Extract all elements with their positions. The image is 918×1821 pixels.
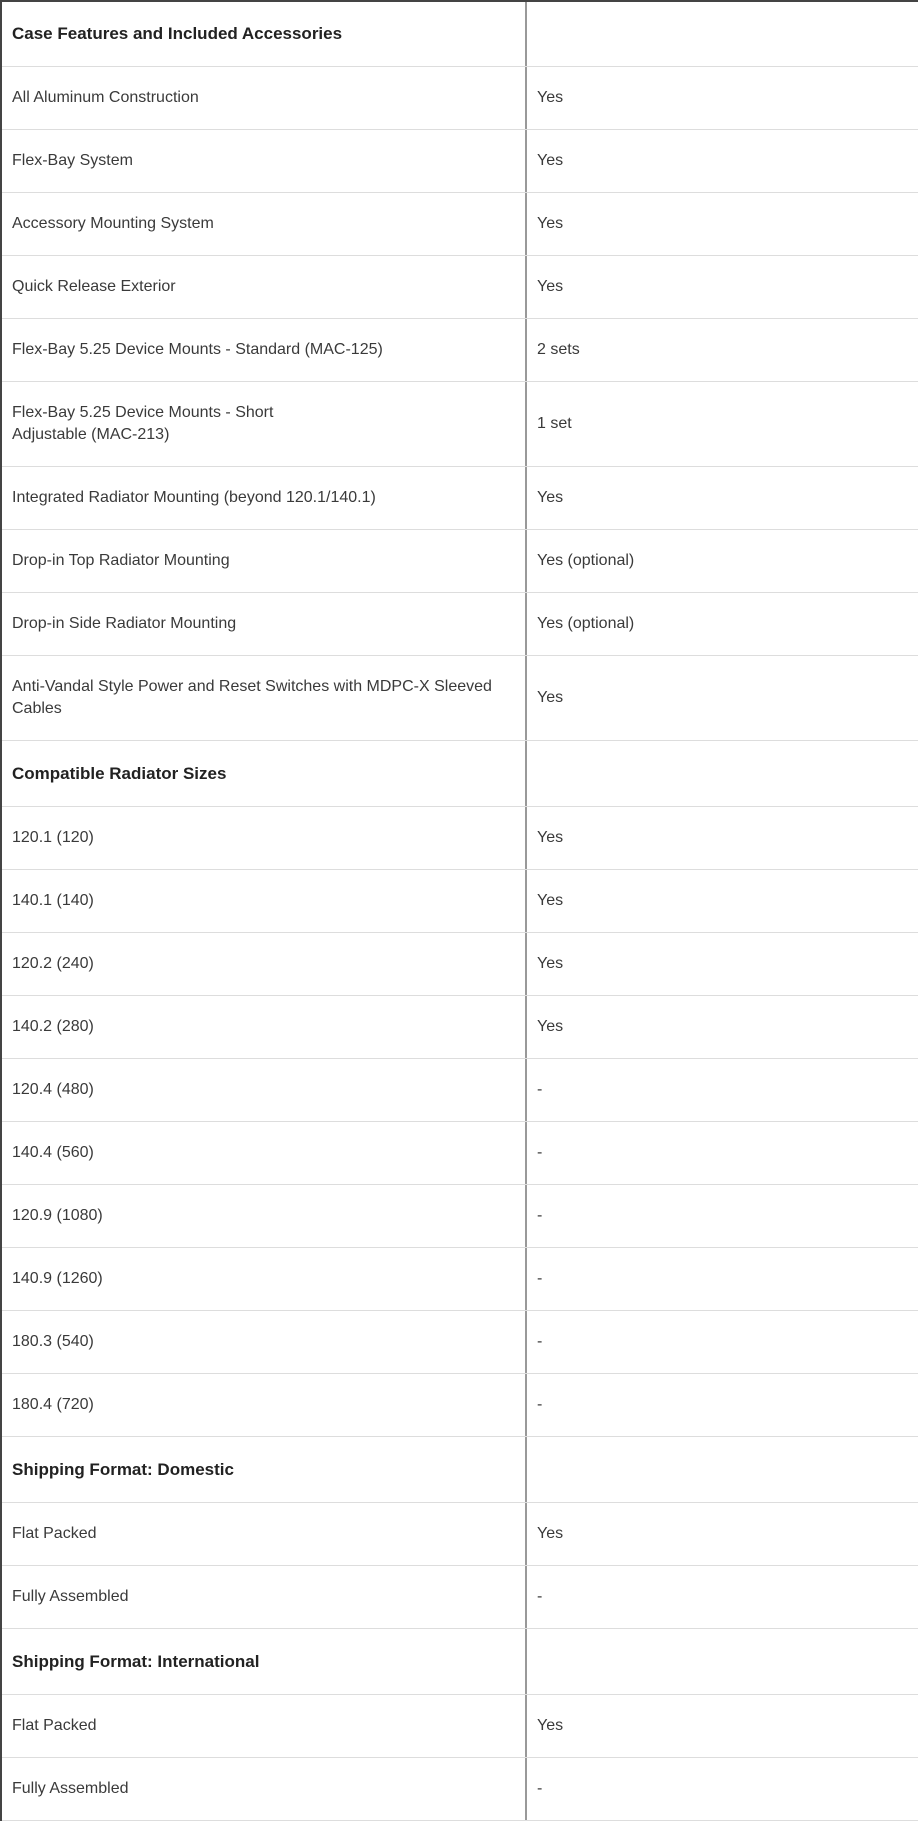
feature-value: Yes bbox=[537, 215, 564, 232]
label-text: Fully Assembled bbox=[12, 1588, 129, 1605]
label-text: Integrated Radiator Mounting (beyond 120.1/140.1) bbox=[12, 489, 376, 506]
feature-value: 1 set bbox=[537, 415, 572, 432]
label-text: All Aluminum Construction bbox=[12, 89, 199, 106]
label-text: 140.2 (280) bbox=[12, 1018, 94, 1035]
feature-value: - bbox=[537, 1144, 543, 1161]
feature-label bbox=[2, 870, 527, 932]
feature-value: - bbox=[537, 1588, 543, 1605]
feature-label bbox=[2, 656, 527, 740]
table-row bbox=[2, 256, 918, 319]
feature-label bbox=[2, 1185, 527, 1247]
table-row bbox=[2, 67, 918, 130]
feature-value: Yes bbox=[537, 689, 564, 706]
feature-value: Yes bbox=[537, 955, 564, 972]
feature-label bbox=[2, 530, 527, 592]
section-title bbox=[2, 741, 527, 806]
label-text: Anti-Vandal Style Power and Reset Switches with MDPC-X Sleeved Cables bbox=[12, 678, 492, 717]
table-row bbox=[2, 870, 918, 933]
section-header-row bbox=[2, 2, 918, 67]
feature-value: Yes bbox=[537, 892, 564, 909]
table-row bbox=[2, 1374, 918, 1437]
feature-value: Yes (optional) bbox=[537, 615, 635, 632]
label-text: Flex-Bay System bbox=[12, 152, 133, 169]
table-row bbox=[2, 996, 918, 1059]
label-text: Drop-in Side Radiator Mounting bbox=[12, 615, 237, 632]
feature-label bbox=[2, 996, 527, 1058]
section-header-row bbox=[2, 1629, 918, 1695]
label-text: Flex-Bay 5.25 Device Mounts - Short Adjustable (MAC-213) bbox=[12, 404, 274, 443]
feature-value: - bbox=[537, 1780, 543, 1797]
label-text: 180.4 (720) bbox=[12, 1396, 94, 1413]
feature-value bbox=[527, 1437, 918, 1502]
feature-value bbox=[527, 741, 918, 806]
feature-label bbox=[2, 1566, 527, 1628]
feature-label bbox=[2, 1248, 527, 1310]
feature-value: Yes bbox=[537, 1717, 564, 1734]
label-text: Shipping Format: International bbox=[12, 1651, 260, 1671]
label-text: 120.9 (1080) bbox=[12, 1207, 103, 1224]
table-row bbox=[2, 467, 918, 530]
feature-value: - bbox=[537, 1081, 543, 1098]
feature-value bbox=[527, 1629, 918, 1694]
feature-label bbox=[2, 382, 527, 466]
feature-value: - bbox=[537, 1207, 543, 1224]
feature-value: Yes bbox=[537, 489, 564, 506]
feature-label bbox=[2, 1374, 527, 1436]
feature-value: Yes (optional) bbox=[537, 552, 635, 569]
section-title bbox=[2, 2, 527, 66]
feature-value: Yes bbox=[537, 152, 564, 169]
feature-label bbox=[2, 1122, 527, 1184]
table-row bbox=[2, 1248, 918, 1311]
label-text: Shipping Format: Domestic bbox=[12, 1459, 234, 1479]
label-text: 120.2 (240) bbox=[12, 955, 94, 972]
label-text: 120.4 (480) bbox=[12, 1081, 94, 1098]
label-text: Flat Packed bbox=[12, 1525, 97, 1542]
table-row bbox=[2, 1503, 918, 1566]
feature-value: Yes bbox=[537, 278, 564, 295]
table-row bbox=[2, 1185, 918, 1248]
feature-value: - bbox=[537, 1270, 543, 1287]
table-row bbox=[2, 130, 918, 193]
label-text: Case Features and Included Accessories bbox=[12, 24, 343, 43]
feature-label bbox=[2, 130, 527, 192]
label-text: Quick Release Exterior bbox=[12, 278, 176, 295]
table-row bbox=[2, 593, 918, 656]
section-title bbox=[2, 1629, 527, 1694]
table-row bbox=[2, 1695, 918, 1758]
section-title bbox=[2, 1437, 527, 1502]
feature-label bbox=[2, 467, 527, 529]
table-row bbox=[2, 319, 918, 382]
feature-label bbox=[2, 933, 527, 995]
feature-label bbox=[2, 319, 527, 381]
label-text: Drop-in Top Radiator Mounting bbox=[12, 552, 230, 569]
feature-label bbox=[2, 807, 527, 869]
label-text: Flex-Bay 5.25 Device Mounts - Standard (MAC-125) bbox=[12, 341, 383, 358]
label-text: Compatible Radiator Sizes bbox=[12, 763, 227, 783]
feature-label bbox=[2, 256, 527, 318]
table-row bbox=[2, 193, 918, 256]
label-text: Fully Assembled bbox=[12, 1780, 129, 1797]
feature-label bbox=[2, 193, 527, 255]
label-text: Flat Packed bbox=[12, 1717, 97, 1734]
table-row bbox=[2, 1758, 918, 1821]
label-text: 120.1 (120) bbox=[12, 829, 94, 846]
table-row bbox=[2, 1566, 918, 1629]
table-row bbox=[2, 656, 918, 741]
table-row bbox=[2, 1311, 918, 1374]
feature-value: Yes bbox=[537, 89, 564, 106]
feature-value: Yes bbox=[537, 1525, 564, 1542]
feature-value: Yes bbox=[537, 1018, 564, 1035]
label-text: 140.1 (140) bbox=[12, 892, 94, 909]
feature-label bbox=[2, 1758, 527, 1820]
label-text: 140.4 (560) bbox=[12, 1144, 94, 1161]
feature-value bbox=[527, 2, 918, 66]
feature-label bbox=[2, 1503, 527, 1565]
table-row bbox=[2, 807, 918, 870]
feature-value: - bbox=[537, 1396, 543, 1413]
section-header-row bbox=[2, 741, 918, 807]
table-row bbox=[2, 530, 918, 593]
section-header-row bbox=[2, 1437, 918, 1503]
label-text: Accessory Mounting System bbox=[12, 215, 214, 232]
feature-label bbox=[2, 1059, 527, 1121]
label-text: 140.9 (1260) bbox=[12, 1270, 103, 1287]
feature-label bbox=[2, 67, 527, 129]
feature-label bbox=[2, 1311, 527, 1373]
feature-value: Yes bbox=[537, 829, 564, 846]
table-row bbox=[2, 1122, 918, 1185]
feature-label bbox=[2, 593, 527, 655]
table-row bbox=[2, 933, 918, 996]
feature-value: - bbox=[537, 1333, 543, 1350]
feature-label bbox=[2, 1695, 527, 1757]
table-row bbox=[2, 382, 918, 467]
label-text: 180.3 (540) bbox=[12, 1333, 94, 1350]
table-row bbox=[2, 1059, 918, 1122]
feature-value: 2 sets bbox=[537, 341, 580, 358]
